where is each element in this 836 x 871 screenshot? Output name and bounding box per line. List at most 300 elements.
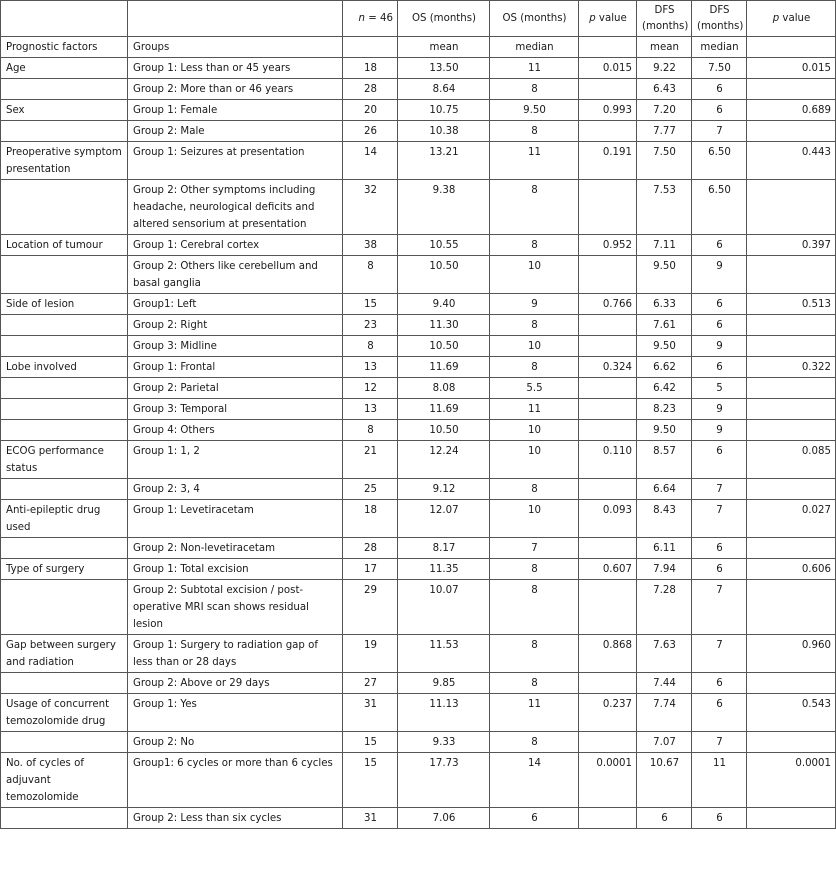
dfs-median-cell: 6.50 [692,142,747,180]
table-row [1,420,836,441]
table-row [1,673,836,694]
dfs-median-cell: 6 [692,808,747,829]
p-os-cell: 0.0001 [579,753,637,808]
dfs-mean-cell: 6.64 [637,479,692,500]
table-row [1,180,836,235]
dfs-median-cell: 9 [692,399,747,420]
dfs-mean-cell: 9.50 [637,336,692,357]
table-row [1,256,836,294]
subheader-os-median: median [490,37,579,58]
n-cell: 8 [343,336,398,357]
dfs-mean-cell: 6 [637,808,692,829]
dfs-median-cell: 6 [692,673,747,694]
group-cell: Group 1: Frontal [128,357,343,378]
os-mean-cell: 10.75 [398,100,490,121]
p-os-cell: 0.868 [579,635,637,673]
dfs-mean-cell: 9.50 [637,256,692,294]
header-dfs-median-line1: DFS [709,5,730,16]
group-cell: Group 1: Yes [128,694,343,732]
p-os-cell: 0.607 [579,559,637,580]
os-mean-cell: 9.33 [398,732,490,753]
os-mean-cell: 11.69 [398,357,490,378]
table-row [1,315,836,336]
p-dfs-cell [747,378,836,399]
os-median-cell: 8 [490,180,579,235]
os-median-cell: 8 [490,580,579,635]
dfs-median-cell: 9 [692,336,747,357]
n-cell: 25 [343,479,398,500]
dfs-median-cell: 6 [692,315,747,336]
factor-cell [1,315,128,336]
factor-cell [1,79,128,100]
dfs-mean-cell: 7.53 [637,180,692,235]
os-mean-cell: 10.55 [398,235,490,256]
factor-cell [1,538,128,559]
dfs-mean-cell: 6.62 [637,357,692,378]
dfs-mean-cell: 9.22 [637,58,692,79]
os-mean-cell: 11.69 [398,399,490,420]
n-cell: 29 [343,580,398,635]
subheader-n [343,37,398,58]
p-os-cell: 0.952 [579,235,637,256]
n-cell: 18 [343,58,398,79]
os-median-cell: 8 [490,479,579,500]
dfs-median-cell: 6 [692,694,747,732]
os-mean-cell: 17.73 [398,753,490,808]
p-dfs-cell: 0.085 [747,441,836,479]
os-median-cell: 8 [490,79,579,100]
p-dfs-cell [747,180,836,235]
table-row [1,538,836,559]
table-row [1,694,836,732]
n-cell: 8 [343,420,398,441]
os-mean-cell: 9.38 [398,180,490,235]
dfs-median-cell: 6.50 [692,180,747,235]
group-cell: Group 4: Others [128,420,343,441]
dfs-median-cell: 5 [692,378,747,399]
group-cell: Group 2: Male [128,121,343,142]
n-cell: 13 [343,357,398,378]
table-row [1,559,836,580]
p-os-cell: 0.766 [579,294,637,315]
dfs-mean-cell: 6.33 [637,294,692,315]
factor-cell: Location of tumour [1,235,128,256]
factor-cell: Anti-epileptic drug used [1,500,128,538]
os-median-cell: 8 [490,121,579,142]
p-os-cell [579,378,637,399]
header-dfs-median [692,1,747,37]
group-cell: Group 2: Subtotal excision / post-operative MRI scan shows residual lesion [128,580,343,635]
os-mean-cell: 10.07 [398,580,490,635]
os-median-cell: 8 [490,235,579,256]
factor-cell: Usage of concurrent temozolomide drug [1,694,128,732]
factor-cell [1,399,128,420]
table-row [1,500,836,538]
p-dfs-cell [747,808,836,829]
table-row [1,294,836,315]
table-row [1,580,836,635]
header-dfs-median-line2: (months) [697,21,744,32]
os-median-cell: 8 [490,635,579,673]
os-mean-cell: 11.13 [398,694,490,732]
os-median-cell: 11 [490,58,579,79]
group-cell: Group 1: Less than or 45 years [128,58,343,79]
os-median-cell: 11 [490,694,579,732]
group-cell: Group 3: Temporal [128,399,343,420]
p-os-cell [579,399,637,420]
n-cell: 31 [343,808,398,829]
os-median-cell: 14 [490,753,579,808]
dfs-mean-cell: 7.63 [637,635,692,673]
header-dfs-mean-line1: DFS [654,5,675,16]
p-os-cell [579,180,637,235]
n-cell: 14 [343,142,398,180]
dfs-mean-cell: 8.57 [637,441,692,479]
p-dfs-cell: 0.689 [747,100,836,121]
table-row [1,121,836,142]
factor-cell [1,420,128,441]
n-cell: 18 [343,500,398,538]
dfs-median-cell: 7 [692,732,747,753]
p-dfs-cell [747,256,836,294]
os-mean-cell: 8.08 [398,378,490,399]
table-row [1,79,836,100]
group-cell: Group 1: Surgery to radiation gap of less than or 28 days [128,635,343,673]
n-cell: 15 [343,294,398,315]
factor-cell [1,180,128,235]
group-cell: Group 1: Cerebral cortex [128,235,343,256]
p-os-cell: 0.015 [579,58,637,79]
factor-cell: Sex [1,100,128,121]
p-os-cell [579,538,637,559]
dfs-mean-cell: 7.50 [637,142,692,180]
dfs-mean-cell: 7.61 [637,315,692,336]
header-empty-1 [1,1,128,37]
n-cell: 19 [343,635,398,673]
os-mean-cell: 7.06 [398,808,490,829]
n-cell: 17 [343,559,398,580]
dfs-mean-cell: 7.74 [637,694,692,732]
n-cell: 27 [343,673,398,694]
p-os-cell [579,808,637,829]
p-os-cell [579,732,637,753]
os-mean-cell: 10.50 [398,336,490,357]
n-cell: 28 [343,538,398,559]
os-mean-cell: 9.85 [398,673,490,694]
p-os-cell [579,79,637,100]
group-cell: Group 2: Right [128,315,343,336]
group-cell: Group 2: Others like cerebellum and basal ganglia [128,256,343,294]
dfs-median-cell: 6 [692,559,747,580]
os-mean-cell: 12.24 [398,441,490,479]
factor-cell: No. of cycles of adjuvant temozolomide [1,753,128,808]
header-empty-2 [128,1,343,37]
table-row [1,357,836,378]
os-median-cell: 9.50 [490,100,579,121]
os-median-cell: 8 [490,732,579,753]
table-row [1,479,836,500]
p-os-cell [579,256,637,294]
os-median-cell: 8 [490,315,579,336]
p-os-cell [579,420,637,441]
header-p-suffix: value [595,13,627,24]
p-dfs-cell: 0.543 [747,694,836,732]
os-mean-cell: 13.21 [398,142,490,180]
n-cell: 13 [343,399,398,420]
p-dfs-cell [747,336,836,357]
dfs-mean-cell: 7.07 [637,732,692,753]
table-row [1,441,836,479]
factor-cell [1,336,128,357]
p-os-cell: 0.324 [579,357,637,378]
dfs-mean-cell: 7.11 [637,235,692,256]
os-median-cell: 8 [490,559,579,580]
subheader-factor: Prognostic factors [1,37,128,58]
group-cell: Group 3: Midline [128,336,343,357]
group-cell: Group1: Left [128,294,343,315]
dfs-median-cell: 6 [692,100,747,121]
dfs-mean-cell: 9.50 [637,420,692,441]
dfs-mean-cell: 6.43 [637,79,692,100]
subheader-groups: Groups [128,37,343,58]
p-dfs-cell [747,121,836,142]
p-dfs-cell [747,580,836,635]
os-mean-cell: 10.50 [398,256,490,294]
n-cell: 28 [343,79,398,100]
os-mean-cell: 11.30 [398,315,490,336]
factor-cell: Lobe involved [1,357,128,378]
factor-cell: Gap between surgery and radiation [1,635,128,673]
p-dfs-cell [747,315,836,336]
header-p2-italic: p [772,13,780,24]
dfs-mean-cell: 10.67 [637,753,692,808]
p-dfs-cell [747,538,836,559]
subheader-dfs-median: median [692,37,747,58]
group-cell: Group 2: More than or 46 years [128,79,343,100]
factor-cell [1,121,128,142]
dfs-median-cell: 7 [692,479,747,500]
os-median-cell: 5.5 [490,378,579,399]
factor-cell: Side of lesion [1,294,128,315]
n-cell: 23 [343,315,398,336]
dfs-mean-cell: 7.44 [637,673,692,694]
header-dfs-mean [637,1,692,37]
p-os-cell: 0.110 [579,441,637,479]
subheader-os-mean: mean [398,37,490,58]
group-cell: Group 1: Seizures at presentation [128,142,343,180]
os-median-cell: 10 [490,256,579,294]
table-row [1,635,836,673]
factor-cell [1,479,128,500]
os-mean-cell: 8.17 [398,538,490,559]
group-cell: Group 2: Other symptoms including headache, neurological deficits and altered sensorium at presentation [128,180,343,235]
os-mean-cell: 10.38 [398,121,490,142]
n-cell: 38 [343,235,398,256]
p-os-cell [579,580,637,635]
subheader-row [1,37,836,58]
dfs-median-cell: 6 [692,235,747,256]
n-cell: 15 [343,753,398,808]
header-p-italic: p [589,13,596,24]
dfs-mean-cell: 7.77 [637,121,692,142]
dfs-mean-cell: 6.42 [637,378,692,399]
dfs-median-cell: 6 [692,538,747,559]
os-mean-cell: 11.35 [398,559,490,580]
group-cell: Group1: 6 cycles or more than 6 cycles [128,753,343,808]
dfs-median-cell: 6 [692,79,747,100]
n-cell: 32 [343,180,398,235]
group-cell: Group 1: Total excision [128,559,343,580]
os-median-cell: 10 [490,336,579,357]
header-row [1,1,836,37]
os-median-cell: 7 [490,538,579,559]
table-row [1,732,836,753]
factor-cell [1,808,128,829]
group-cell: Group 1: 1, 2 [128,441,343,479]
p-os-cell [579,479,637,500]
header-p-value-os [579,1,637,37]
factor-cell [1,256,128,294]
table-row [1,58,836,79]
n-cell: 15 [343,732,398,753]
p-dfs-cell: 0.015 [747,58,836,79]
os-mean-cell: 8.64 [398,79,490,100]
p-dfs-cell [747,673,836,694]
dfs-mean-cell: 6.11 [637,538,692,559]
p-dfs-cell: 0.0001 [747,753,836,808]
os-median-cell: 11 [490,142,579,180]
os-mean-cell: 12.07 [398,500,490,538]
factor-cell [1,673,128,694]
os-median-cell: 9 [490,294,579,315]
p-dfs-cell: 0.027 [747,500,836,538]
dfs-mean-cell: 7.28 [637,580,692,635]
n-cell: 26 [343,121,398,142]
os-median-cell: 8 [490,357,579,378]
dfs-mean-cell: 8.23 [637,399,692,420]
factor-cell [1,732,128,753]
group-cell: Group 1: Levetiracetam [128,500,343,538]
table-row [1,378,836,399]
header-p-value-dfs [747,1,836,37]
os-median-cell: 6 [490,808,579,829]
dfs-mean-cell: 8.43 [637,500,692,538]
header-n-italic: n [358,13,366,24]
header-dfs-mean-line2: (months) [642,21,689,32]
p-dfs-cell: 0.443 [747,142,836,180]
table-body [1,58,836,829]
p-dfs-cell: 0.513 [747,294,836,315]
group-cell: Group 1: Female [128,100,343,121]
os-median-cell: 11 [490,399,579,420]
dfs-median-cell: 6 [692,441,747,479]
os-mean-cell: 9.40 [398,294,490,315]
dfs-median-cell: 7 [692,500,747,538]
dfs-median-cell: 7 [692,580,747,635]
p-os-cell: 0.993 [579,100,637,121]
factor-cell [1,580,128,635]
n-cell: 31 [343,694,398,732]
header-p2-suffix: value [779,13,811,24]
os-mean-cell: 13.50 [398,58,490,79]
dfs-median-cell: 7 [692,121,747,142]
table-row [1,808,836,829]
factor-cell: Age [1,58,128,79]
os-median-cell: 10 [490,441,579,479]
group-cell: Group 2: Less than six cycles [128,808,343,829]
dfs-median-cell: 7 [692,635,747,673]
os-median-cell: 10 [490,420,579,441]
os-median-cell: 8 [490,673,579,694]
n-cell: 21 [343,441,398,479]
dfs-median-cell: 6 [692,357,747,378]
p-os-cell: 0.093 [579,500,637,538]
os-mean-cell: 11.53 [398,635,490,673]
factor-cell: ECOG performance status [1,441,128,479]
table-row [1,753,836,808]
p-os-cell: 0.191 [579,142,637,180]
n-cell: 12 [343,378,398,399]
os-mean-cell: 10.50 [398,420,490,441]
subheader-p-os [579,37,637,58]
header-n [343,1,398,37]
n-cell: 8 [343,256,398,294]
header-os-median: OS (months) [490,1,579,37]
factor-cell [1,378,128,399]
group-cell: Group 2: No [128,732,343,753]
os-median-cell: 10 [490,500,579,538]
p-os-cell [579,315,637,336]
dfs-median-cell: 6 [692,294,747,315]
p-dfs-cell [747,732,836,753]
header-os-mean: OS (months) [398,1,490,37]
p-dfs-cell [747,420,836,441]
dfs-median-cell: 7.50 [692,58,747,79]
p-dfs-cell: 0.606 [747,559,836,580]
group-cell: Group 2: 3, 4 [128,479,343,500]
subheader-dfs-mean: mean [637,37,692,58]
p-os-cell [579,336,637,357]
p-dfs-cell: 0.960 [747,635,836,673]
p-dfs-cell [747,479,836,500]
p-dfs-cell [747,399,836,420]
dfs-mean-cell: 7.20 [637,100,692,121]
dfs-median-cell: 11 [692,753,747,808]
factor-cell: Type of surgery [1,559,128,580]
n-cell: 20 [343,100,398,121]
table-row [1,142,836,180]
p-dfs-cell: 0.322 [747,357,836,378]
p-os-cell [579,673,637,694]
table-row [1,399,836,420]
p-os-cell [579,121,637,142]
subheader-p-dfs [747,37,836,58]
p-dfs-cell: 0.397 [747,235,836,256]
table-row [1,100,836,121]
group-cell: Group 2: Non-levetiracetam [128,538,343,559]
os-mean-cell: 9.12 [398,479,490,500]
group-cell: Group 2: Above or 29 days [128,673,343,694]
table-row [1,235,836,256]
dfs-median-cell: 9 [692,256,747,294]
p-os-cell: 0.237 [579,694,637,732]
factor-cell: Preoperative symptom presentation [1,142,128,180]
dfs-median-cell: 9 [692,420,747,441]
table-row [1,336,836,357]
header-n-suffix: = 46 [365,13,393,24]
p-dfs-cell [747,79,836,100]
group-cell: Group 2: Parietal [128,378,343,399]
